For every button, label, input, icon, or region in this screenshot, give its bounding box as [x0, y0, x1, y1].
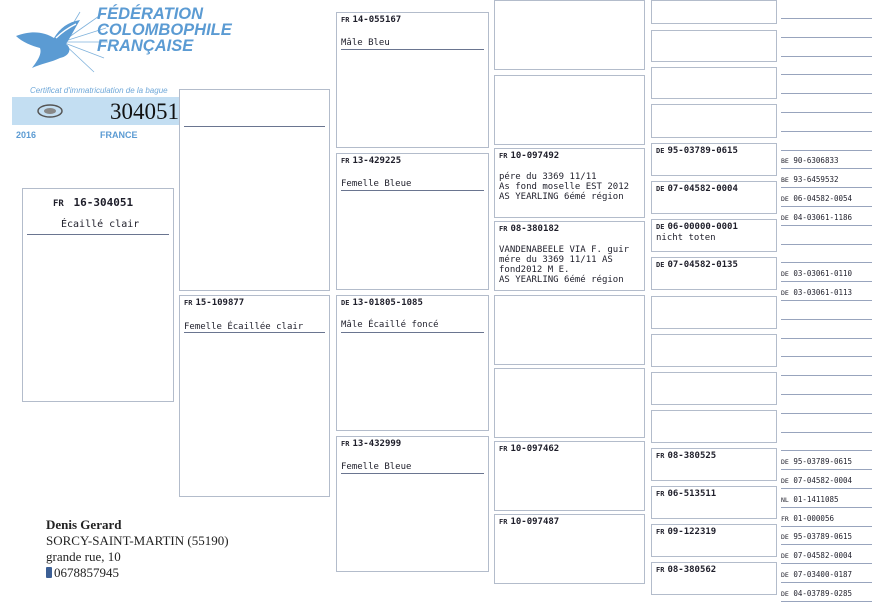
gen4-ring-number: 06-00000-0001 [667, 222, 738, 232]
gen5-line [781, 131, 872, 132]
gen4-ring [656, 222, 738, 232]
gen5-line [781, 544, 872, 545]
gen2-box [336, 153, 489, 290]
gen4-country: FR [656, 490, 665, 498]
gen5-ring [781, 551, 852, 560]
gen5-country: FR [781, 515, 789, 523]
gen5-ring-number: 01-1411085 [793, 495, 839, 504]
gen5-line [781, 56, 872, 57]
gen5-line [781, 319, 872, 320]
gen5-line [781, 601, 872, 602]
gen4-ring [656, 146, 738, 156]
gen3-ring [499, 444, 559, 454]
gen5-line [781, 74, 872, 75]
gen5-ring [781, 476, 852, 485]
gen2-ring-number: 13-432999 [352, 439, 402, 449]
gen4-box [651, 334, 777, 367]
gen4-box [651, 524, 777, 557]
gen5-country: DE [781, 458, 789, 466]
gen5-ring [781, 570, 852, 579]
gen5-ring [781, 213, 852, 222]
gen4-ring [656, 451, 716, 461]
gen5-line [781, 488, 872, 489]
gen4-box [651, 67, 777, 99]
gen3-country: FR [499, 445, 508, 453]
gen5-ring-number: 03-03061-0113 [793, 288, 853, 297]
gen2-country: FR [341, 440, 350, 448]
gen5-line [781, 150, 872, 151]
gen3-ring-number: 10-097487 [510, 517, 560, 527]
gen5-country: DE [781, 571, 789, 579]
gen3-country: FR [499, 225, 508, 233]
gen4-box [651, 257, 777, 290]
gen4-box [651, 296, 777, 329]
pigeon-logo-icon [10, 8, 110, 80]
gen4-ring-number: 08-380562 [667, 565, 717, 575]
subject-ring-number: 16-304051 [73, 196, 134, 209]
gen5-line [781, 526, 872, 527]
gen5-line [781, 563, 872, 564]
gen5-line [781, 225, 872, 226]
gen4-box [651, 181, 777, 214]
gen2-country: DE [341, 299, 350, 307]
gen4-box [651, 104, 777, 138]
gen5-line [781, 187, 872, 188]
gen5-ring-number: 95-03789-0615 [793, 457, 853, 466]
gen3-description: VANDENABEELE VIA F. guir mére du 3369 11/11 AS fond2012 M E. AS YEARLING 6émé région [499, 245, 630, 285]
gen5-line [781, 469, 872, 470]
gen5-line [781, 281, 872, 282]
gen5-ring [781, 514, 834, 523]
gen3-box [494, 221, 645, 291]
gen4-country: DE [656, 147, 665, 155]
gen5-ring-number: 04-03789-0285 [793, 589, 853, 598]
gen5-line [781, 18, 872, 19]
gen5-country: DE [781, 289, 789, 297]
owner-street: grande rue, 10 [46, 549, 121, 564]
gen2-box [336, 12, 489, 148]
gen4-ring-number: 09-122319 [667, 527, 717, 537]
gen5-line [781, 112, 872, 113]
gen4-box [651, 30, 777, 62]
gen5-ring-number: 01-000056 [793, 514, 834, 523]
gen4-ring [656, 260, 738, 270]
gen2-description: Femelle Bleue [341, 462, 412, 472]
dam-box [179, 295, 330, 497]
gen2-ring [341, 156, 401, 166]
gen5-line [781, 93, 872, 94]
gen2-country: FR [341, 16, 350, 24]
gen2-underline [341, 49, 484, 50]
owner-city: SORCY-SAINT-MARTIN (55190) [46, 533, 229, 548]
owner-name: Denis Gerard [46, 517, 122, 532]
gen3-box [494, 295, 645, 365]
gen5-line [781, 413, 872, 414]
gen5-line [781, 262, 872, 263]
gen5-ring-number: 04-03061-1186 [793, 213, 853, 222]
gen5-line [781, 206, 872, 207]
dam-description: Femelle Écaillée clair [184, 322, 304, 332]
gen5-ring [781, 288, 852, 297]
gen3-box [494, 148, 645, 218]
gen4-box [651, 448, 777, 481]
subject-description: Écaillé clair [61, 219, 140, 230]
band-ring-icon [36, 103, 64, 119]
gen4-box [651, 219, 777, 252]
gen3-ring-number: 10-097492 [510, 151, 560, 161]
gen4-ring-number: 07-04582-0135 [667, 260, 738, 270]
gen5-line [781, 356, 872, 357]
gen3-box [494, 441, 645, 511]
gen5-country: NL [781, 496, 789, 504]
gen2-ring-number: 14-055167 [352, 15, 402, 25]
gen5-ring-number: 07-03400-0187 [793, 570, 853, 579]
gen2-ring-number: 13-429225 [352, 156, 402, 166]
gen2-description: Mâle Écaillé foncé [341, 320, 439, 330]
gen3-ring [499, 224, 559, 234]
gen5-line [781, 168, 872, 169]
band-year-left: 2016 [16, 130, 37, 140]
gen5-country: DE [781, 214, 789, 222]
gen5-line [781, 394, 872, 395]
gen2-ring [341, 439, 401, 449]
gen4-ring-number: 95-03789-0615 [667, 146, 738, 156]
gen2-underline [341, 332, 484, 333]
gen3-ring [499, 517, 559, 527]
owner-phone: 0678857945 [54, 565, 119, 580]
gen4-ring-number: 08-380525 [667, 451, 717, 461]
subject-ring [53, 196, 133, 209]
gen2-description: Mâle Bleu [341, 38, 390, 48]
gen5-ring [781, 457, 852, 466]
gen2-underline [341, 190, 484, 191]
gen2-country: FR [341, 157, 350, 165]
gen2-box [336, 436, 489, 572]
gen5-ring [781, 532, 852, 541]
gen4-country: DE [656, 185, 665, 193]
gen5-ring-number: 03-03061-0110 [793, 269, 853, 278]
gen5-line [781, 507, 872, 508]
gen2-ring [341, 15, 401, 25]
subject-country: FR [53, 199, 64, 209]
gen5-line [781, 450, 872, 451]
federation-name: FÉDÉRATION COLOMBOPHILE FRANÇAISE [97, 5, 232, 55]
gen5-line [781, 375, 872, 376]
gen2-ring [341, 298, 423, 308]
gen5-line [781, 582, 872, 583]
dam-ring [184, 298, 244, 308]
dam-country: FR [184, 299, 193, 307]
gen3-ring [499, 151, 559, 161]
gen4-country: DE [656, 261, 665, 269]
gen5-country: DE [781, 552, 789, 560]
gen4-country: FR [656, 566, 665, 574]
gen5-ring-number: 07-04582-0004 [793, 476, 853, 485]
gen4-box [651, 372, 777, 405]
gen5-country: DE [781, 477, 789, 485]
gen3-box [494, 368, 645, 438]
gen4-country: DE [656, 223, 665, 231]
gen3-box [494, 75, 645, 145]
gen4-ring [656, 527, 716, 537]
owner-block [46, 517, 229, 581]
band-country: FRANCE [100, 130, 138, 140]
gen2-box [336, 295, 489, 431]
gen4-ring [656, 184, 738, 194]
gen3-description: pére du 3369 11/11 As fond moselle EST 2012 AS YEARLING 6émé région [499, 172, 630, 202]
gen3-ring-number: 10-097462 [510, 444, 560, 454]
gen5-country: DE [781, 195, 789, 203]
gen5-ring-number: 93-6459532 [793, 175, 839, 184]
gen4-box [651, 143, 777, 176]
sire-underline [184, 126, 325, 127]
gen5-line [781, 37, 872, 38]
gen5-ring-number: 07-04582-0004 [793, 551, 853, 560]
gen4-ring [656, 565, 716, 575]
gen4-description: nicht toten [656, 233, 716, 243]
gen5-ring [781, 589, 852, 598]
gen4-country: FR [656, 528, 665, 536]
dam-underline [184, 332, 325, 333]
gen5-ring [781, 194, 852, 203]
gen2-description: Femelle Bleue [341, 179, 412, 189]
gen5-ring-number: 90-6306833 [793, 156, 839, 165]
gen5-country: DE [781, 533, 789, 541]
band-number: 304051 [110, 99, 179, 124]
gen4-ring-number: 07-04582-0004 [667, 184, 738, 194]
subject-underline [27, 234, 169, 235]
subject-box [22, 188, 174, 402]
gen3-ring-number: 08-380182 [510, 224, 560, 234]
gen4-box [651, 0, 777, 24]
gen5-line [781, 338, 872, 339]
gen5-line [781, 244, 872, 245]
gen4-ring [656, 489, 716, 499]
gen4-country: FR [656, 452, 665, 460]
sire-box [179, 89, 330, 291]
gen5-country: BE [781, 157, 789, 165]
gen3-box [494, 0, 645, 70]
gen5-ring [781, 495, 839, 504]
gen5-ring [781, 175, 839, 184]
gen4-box [651, 486, 777, 519]
dam-ring-number: 15-109877 [195, 298, 245, 308]
gen5-line [781, 300, 872, 301]
gen5-ring [781, 269, 852, 278]
gen5-country: DE [781, 270, 789, 278]
owner-phone-row [46, 565, 229, 581]
gen5-ring [781, 156, 839, 165]
gen5-ring-number: 06-04582-0054 [793, 194, 853, 203]
gen2-underline [341, 473, 484, 474]
gen5-country: BE [781, 176, 789, 184]
gen4-box [651, 562, 777, 595]
gen3-country: FR [499, 518, 508, 526]
phone-icon [46, 567, 52, 578]
gen5-line [781, 432, 872, 433]
gen4-box [651, 410, 777, 443]
gen2-ring-number: 13-01805-1085 [352, 298, 423, 308]
gen4-ring-number: 06-513511 [667, 489, 717, 499]
gen3-country: FR [499, 152, 508, 160]
gen5-ring-number: 95-03789-0615 [793, 532, 853, 541]
certificate-caption: Certificat d'immatriculation de la bague [30, 86, 168, 95]
gen5-country: DE [781, 590, 789, 598]
gen3-box [494, 514, 645, 584]
